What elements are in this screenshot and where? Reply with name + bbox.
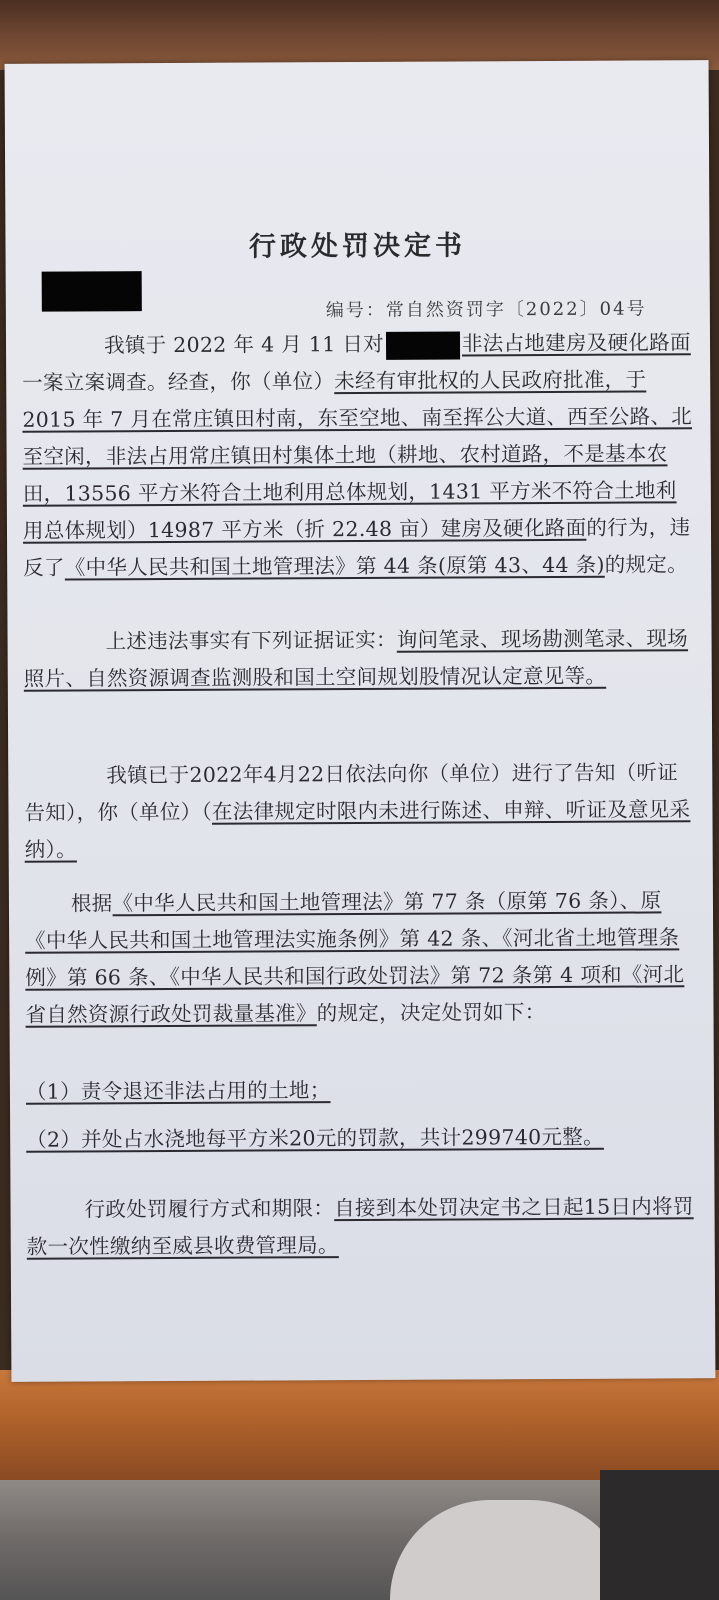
violated-law-text: 《中华人民共和国土地管理法》第 44 条(原第 43、44 条) [64,552,605,580]
decision-intro-text: 的规定，决定处罚如下： [316,1000,546,1026]
case-facts-text: 未经有审批权的人民政府批准，于 2015 年 7 月在常庄镇田村南，东至空地、南至挥公大道、西至公路、北至空闲，非法占用常庄镇田村集体土地（耕地、农村道路，不是基本农田，13556 平方米符合土地利用总体规划，1431 平方米不符合土地利用总体规划）14987 平方米（折 22.48 亩）建房及硬化路面 [22,367,693,543]
case-subject-text: 非法占地建房及硬化路面 [461,330,691,356]
case-investigation-text: 一案立案调查。经查，你（单位） [22,369,335,395]
evidence-list-text: 询问笔录、现场勘测笔录、现场照片、自然资源调查监测股和国土空间规划股情况认定意见等。 [23,626,689,691]
paragraph-case-facts [22,324,695,587]
paragraph-payment [26,1188,698,1266]
paragraph-legal-basis [25,882,698,1034]
paragraph-evidence [23,620,695,698]
penalty-item-1: （1）责令退还非法占用的土地； [25,1078,331,1104]
notification-end-text: ）。 [45,837,77,862]
table-background-top [0,0,719,70]
case-violation-text: 的行为，违反了 [23,515,691,580]
case-intro-text: 我镇于 2022 年 4 月 11 日对 [103,331,384,358]
payment-intro-text: 行政处罚履行方式和期限： [84,1196,335,1222]
document-title: 行政处罚决定书 [248,230,467,263]
legal-basis-text: 《中华人民共和国土地管理法》第 77 条（原第 76 条）、原《中华人民共和国土地管理法实施条例》第 42 条、《河北省土地管理条例》第 66 条、《中华人民共和国行政处罚法》第 72 条第 4 项和《河北省自然资源行政处罚裁量基准》 [25,888,685,1027]
redaction-bar-party [386,331,460,359]
document-paper [5,60,716,1382]
paragraph-notification [24,754,697,869]
notification-statement-text: 在法律规定时限内未进行陈述、申辩、听证及意见采纳 [24,797,691,862]
payment-method-text: 自接到本处罚决定书之日起15日内将罚款一次性缴纳至威县收费管理局。 [26,1194,694,1259]
legal-basis-intro-text: 根据 [70,891,113,916]
redaction-bar-recipient [42,271,142,312]
document-number: 编号：常自然资罚字〔2022〕04号 [325,298,647,322]
table-background-bottom [0,1370,719,1480]
penalty-item-2: （2）并处占水浇地每平方米20元的罚款，共计299740元整。 [26,1124,604,1152]
notification-text: 我镇已于2022年4月22日依法向你（单位）进行了告知（听证告知），你（单位）（ [24,760,679,825]
case-facts-end-text: 的规定。 [604,552,688,577]
fabric-fold-dark [600,1470,719,1600]
evidence-intro-text: 上述违法事实有下列证据证实： [105,627,397,654]
